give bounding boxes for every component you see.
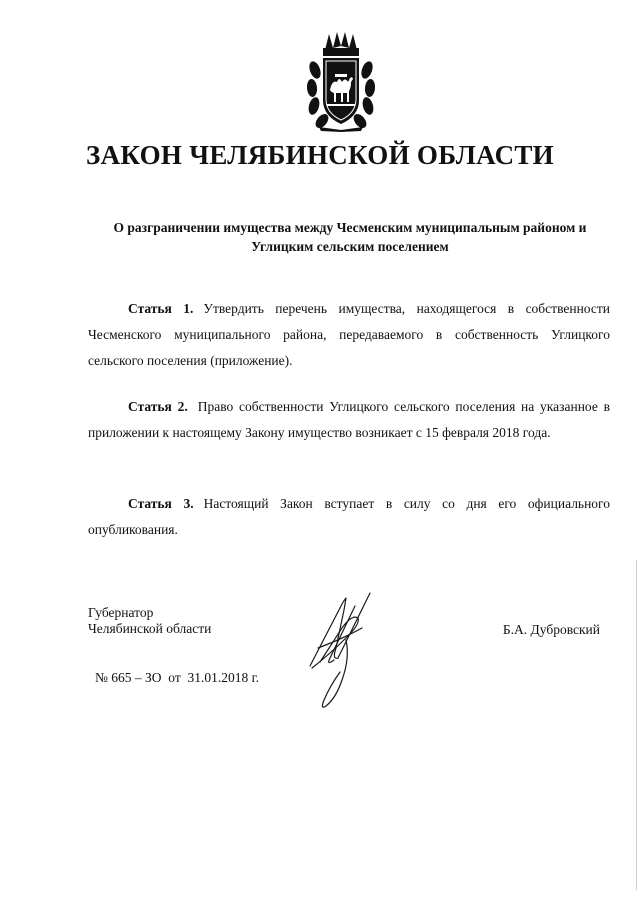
coat-of-arms-icon	[305, 30, 377, 132]
handwritten-signature	[300, 588, 390, 713]
article-2-text: Право собственности Углицкого сельского поселения на указанное в приложении к настоящему Закону имущество возникает с 15 февраля 2018 года.	[88, 399, 610, 440]
law-number: № 665 – ЗО от 31.01.2018 г.	[95, 670, 260, 685]
article-1-label: Статья 1.	[128, 301, 194, 316]
article-3-text: Настоящий Закон вступает в силу со дня его официального опубликования.	[88, 496, 611, 537]
article-3	[88, 491, 610, 543]
governor-position-line1: Губернатор	[88, 605, 154, 620]
document-subtitle: О разграничении имущества между Чесменским муниципальным районом и Углицким сельским поселением	[113, 220, 587, 254]
article-3-label: Статья 3.	[128, 496, 194, 511]
article-1-text: Утвердить перечень имущества, находящегося в собственности Чесменского муниципального района, передаваемого в собственность Углицкого сельского поселения (приложение).	[88, 301, 611, 368]
governor-position	[88, 605, 211, 637]
governor-name: Б.А. Дубровский	[502, 622, 600, 637]
governor-position-line2: Челябинской области	[88, 621, 212, 636]
article-2-label: Статья 2.	[128, 399, 188, 414]
document-title: ЗАКОН ЧЕЛЯБИНСКОЙ ОБЛАСТИ	[86, 140, 554, 170]
scan-edge-line	[636, 560, 637, 890]
article-1	[88, 296, 610, 374]
article-2	[88, 394, 610, 446]
